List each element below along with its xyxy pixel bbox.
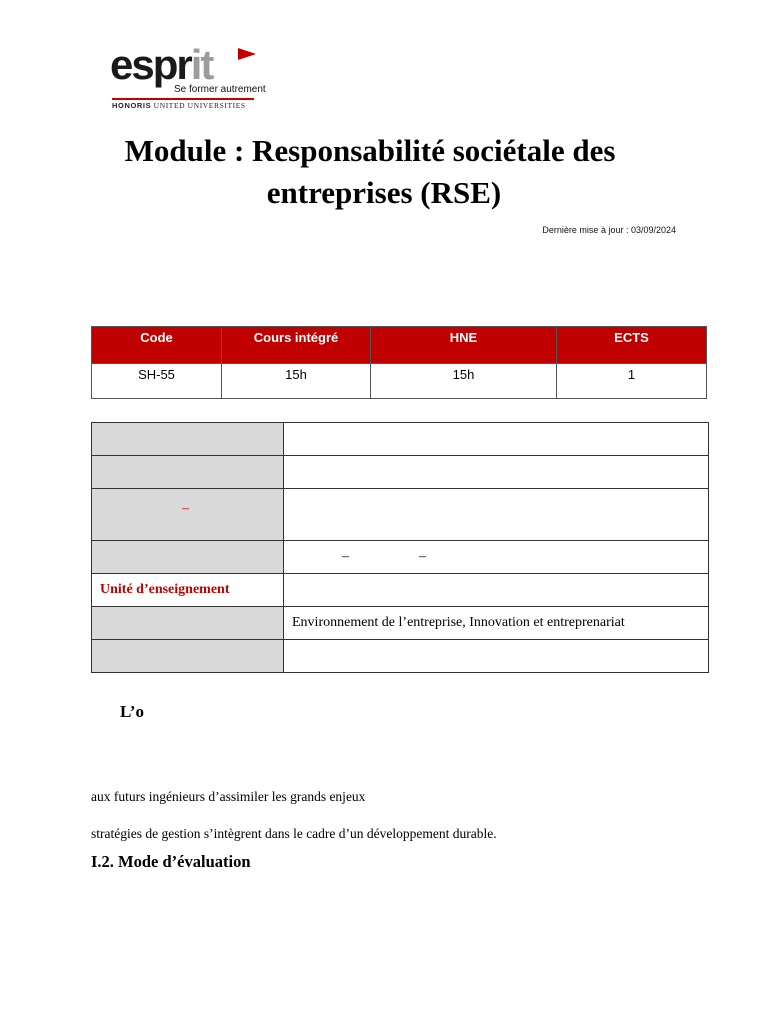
info-value [284, 640, 709, 673]
info-row [92, 640, 709, 673]
summary-row [92, 364, 707, 399]
info-row [92, 541, 709, 574]
cell-code: SH-55 [92, 364, 222, 399]
dash: – [419, 549, 426, 564]
unite-label: Unité d’enseignement [92, 574, 284, 607]
info-key [92, 423, 284, 456]
summary-table [91, 326, 707, 399]
info-value [284, 574, 709, 607]
info-value [284, 489, 709, 541]
esprit-logo [110, 41, 266, 112]
info-key [92, 541, 284, 574]
cell-cours: 15h [222, 364, 371, 399]
page-title [0, 130, 768, 214]
summary-header-row [92, 327, 707, 364]
info-key [92, 489, 284, 541]
info-key [92, 607, 284, 640]
body-text-1: aux futurs ingénieurs d’assimiler les grands enjeux [91, 789, 366, 804]
unite-value: Environnement de l’entreprise, Innovation et entreprenariat [284, 607, 709, 640]
logo-divider [112, 98, 254, 100]
dash: – [342, 549, 349, 564]
info-row [92, 607, 709, 640]
objective-heading: L’o [120, 702, 144, 721]
dash: – [182, 500, 189, 516]
header-cours: Cours intégré [222, 327, 371, 364]
info-value [284, 423, 709, 456]
body-text-2: stratégies de gestion s’intègrent dans le cadre d’un développement durable. [91, 826, 497, 841]
header-hne: HNE [371, 327, 557, 364]
section-heading: I.2. Mode d’évaluation [91, 852, 251, 871]
logo-tagline: Se former autrement [174, 84, 266, 95]
logo-subtitle: HONORIS UNITED UNIVERSITIES [112, 101, 246, 110]
header-code: Code [92, 327, 222, 364]
info-row-unite [92, 574, 709, 607]
info-row [92, 456, 709, 489]
cell-ects: 1 [557, 364, 707, 399]
last-updated: Dernière mise à jour : 03/09/2024 [542, 225, 676, 235]
info-value [284, 541, 709, 574]
logo-wordmark: esprit [110, 41, 213, 88]
info-row [92, 489, 709, 541]
info-table [91, 422, 709, 673]
cell-hne: 15h [371, 364, 557, 399]
header-ects: ECTS [557, 327, 707, 364]
info-key [92, 640, 284, 673]
info-key [92, 456, 284, 489]
flag-icon [238, 48, 258, 62]
title-line-2: entreprises (RSE) [266, 175, 502, 210]
info-row [92, 423, 709, 456]
info-value [284, 456, 709, 489]
title-line-1: Module : Responsabilité sociétale des [124, 133, 616, 168]
